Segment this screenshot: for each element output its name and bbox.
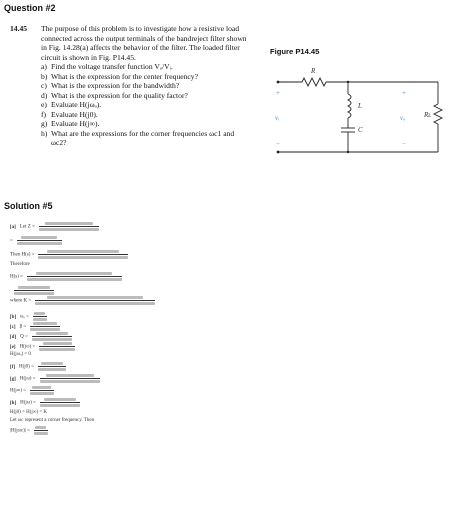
label-vo-minus: − (402, 140, 406, 148)
problem-part (41, 100, 249, 110)
solution-expression: = (10, 238, 13, 244)
terminal-in-top (277, 81, 280, 84)
solution-line (10, 322, 60, 331)
solution-expression: Let ωc represent a corner frequency. Then (10, 418, 95, 423)
solution-part-label: [g] (10, 376, 16, 382)
equation-fraction (30, 386, 54, 395)
problem-statement (11, 24, 249, 148)
problem-part (41, 119, 249, 129)
part-text: What is the expression for the quality factor? (51, 90, 188, 100)
problem-part (41, 110, 249, 120)
solution-line (10, 296, 155, 305)
solution-expression: H(j∞) = (10, 388, 26, 394)
part-label: h) (41, 128, 48, 138)
numerator (33, 322, 57, 325)
solution-part-label: [f] (10, 364, 15, 370)
part-label: a) (41, 62, 47, 71)
fraction-bar (27, 276, 122, 277)
part-label: d) (41, 90, 48, 100)
part-text: Find the voltage transfer function Vₒ/Vᵢ. (51, 62, 173, 71)
solution-expression: H(jωₒ) = 0 (10, 352, 31, 357)
label-vi-plus: + (276, 89, 280, 97)
numerator (47, 296, 143, 299)
equation-fraction (39, 222, 99, 231)
solution-line (10, 418, 94, 424)
equation-fraction (17, 236, 62, 245)
label-r: R (311, 67, 316, 75)
solution-expression: H(jω) = (19, 344, 36, 350)
part-text: What is the expression for the center frequency? (51, 71, 198, 81)
equation-fraction (14, 286, 54, 295)
solution-expression: β = (19, 324, 27, 330)
part-label: c) (41, 81, 47, 90)
solution-line (10, 222, 99, 231)
resistor-rl (434, 104, 442, 124)
denominator (14, 292, 54, 295)
solution-expression: H(s) = (10, 274, 23, 280)
fraction-bar (30, 326, 60, 327)
solution-line (10, 426, 48, 435)
solution-line (10, 236, 62, 245)
label-vi: vᵢ (275, 114, 280, 122)
denominator (30, 392, 54, 395)
problem-part (41, 62, 249, 72)
inductor-l (348, 94, 351, 118)
figure-title: Figure P14.45 (270, 47, 320, 56)
label-vo: vₒ (400, 114, 406, 122)
problem-part (41, 129, 249, 148)
equation-fraction (32, 332, 72, 341)
label-vi-minus: − (276, 140, 280, 148)
solution-line (10, 352, 31, 358)
solution-expression: Q = (20, 334, 28, 340)
part-label: f) (41, 109, 47, 119)
solution-line (10, 250, 128, 259)
denominator (39, 228, 99, 231)
denominator (33, 318, 47, 321)
numerator (36, 332, 68, 335)
part-label: g) (41, 119, 48, 128)
solution-part-label: [d] (10, 334, 17, 340)
solution-expression: H(j0) = (19, 364, 34, 370)
fraction-bar (38, 366, 66, 367)
fraction-bar (30, 390, 54, 391)
solution-line (10, 410, 47, 416)
fraction-bar (14, 290, 54, 291)
solution-heading: Solution #5 (4, 201, 53, 211)
node-top (347, 81, 349, 83)
solution-line (10, 398, 80, 407)
denominator (40, 380, 100, 383)
part-text: Evaluate H(j∞). (51, 119, 100, 128)
solution-part-label: [h] (10, 400, 17, 406)
solution-line (10, 386, 54, 395)
terminal-in-bottom (277, 151, 280, 154)
equation-fraction (30, 322, 60, 331)
solution-line (10, 272, 122, 281)
circuit-diagram (274, 60, 446, 160)
equation-fraction (40, 374, 100, 383)
label-c: C (358, 126, 363, 134)
numerator (46, 374, 94, 377)
problem-parts (11, 62, 249, 148)
numerator (18, 286, 50, 289)
problem-part (41, 91, 249, 101)
fraction-bar (38, 254, 128, 255)
numerator (41, 362, 63, 365)
fraction-bar (39, 226, 99, 227)
solution-expression: Let Z = (19, 224, 35, 230)
label-l: L (358, 102, 362, 110)
problem-number: 14.45 (10, 24, 28, 33)
fraction-bar (35, 300, 155, 301)
numerator (45, 222, 93, 225)
equation-fraction (38, 362, 66, 371)
equation-fraction (40, 398, 80, 407)
part-text: Evaluate H(j0). (51, 109, 98, 119)
label-rl: Rʟ (424, 111, 432, 119)
fraction-bar (39, 346, 75, 347)
fraction-bar (33, 316, 47, 317)
denominator (35, 302, 155, 305)
solution-part-label: [b] (10, 314, 17, 320)
denominator (39, 348, 75, 351)
equation-fraction (38, 250, 128, 259)
part-text: Evaluate H(jωₒ). (51, 100, 102, 109)
numerator (47, 250, 119, 253)
solution-expression: Therefore (10, 262, 30, 267)
solution-line (10, 374, 100, 383)
equation-fraction (35, 296, 155, 305)
part-text: What is the expression for the bandwidth? (51, 81, 180, 90)
resistor-r (302, 78, 326, 86)
solution-expression: ωₒ = (20, 314, 29, 320)
equation-fraction (27, 272, 122, 281)
solution-expression: Then H(s) = (10, 252, 35, 258)
solution-expression: H(j0) = H(j∞) = K (10, 410, 47, 415)
numerator (34, 312, 45, 315)
denominator (27, 278, 122, 281)
solution-line (10, 312, 47, 321)
solution-part-label: [c] (10, 324, 16, 330)
denominator (38, 256, 128, 259)
solution-line (10, 286, 54, 295)
problem-intro: The purpose of this problem is to investigate how a resistive load connected across the output terminals of the bandreject filter shown in Fig. 14.28(a) affects the behavior of the filter. The loaded filter circuit is shown in Fig. P14.45. (41, 24, 247, 62)
problem-part (41, 72, 249, 82)
denominator (32, 338, 72, 341)
solution-line (10, 262, 30, 268)
part-label: e) (41, 100, 47, 109)
solution-line (10, 342, 75, 351)
solution-part-label: [a] (10, 224, 16, 230)
numerator (35, 426, 46, 429)
denominator (34, 432, 48, 435)
denominator (17, 242, 62, 245)
label-vo-plus: + (402, 89, 406, 97)
solution-expression: H(jω) = (20, 400, 36, 406)
part-label: b) (41, 71, 48, 81)
numerator (44, 398, 76, 401)
denominator (30, 328, 60, 331)
solution-expression: where K = (10, 298, 32, 304)
denominator (38, 368, 66, 371)
solution-expression: |H(jωc)| = (10, 428, 30, 434)
solution-expression: H(jω) = (19, 376, 36, 382)
solution-line (10, 332, 72, 341)
numerator (21, 236, 57, 239)
numerator (43, 342, 72, 345)
part-text: What are the expressions for the corner frequencies ωc1 and ωc2? (51, 128, 235, 147)
fraction-bar (40, 402, 80, 403)
numerator (36, 272, 112, 275)
numerator (32, 386, 51, 389)
problem-part (41, 81, 249, 91)
node-bottom (347, 151, 349, 153)
equation-fraction (34, 426, 48, 435)
fraction-bar (34, 430, 48, 431)
solution-line (10, 362, 66, 371)
equation-fraction (39, 342, 75, 351)
denominator (40, 404, 80, 407)
equation-fraction (33, 312, 47, 321)
solution-part-label: [e] (10, 344, 16, 350)
question-heading: Question #2 (4, 3, 56, 13)
fraction-bar (32, 336, 72, 337)
fraction-bar (17, 240, 62, 241)
fraction-bar (40, 378, 100, 379)
